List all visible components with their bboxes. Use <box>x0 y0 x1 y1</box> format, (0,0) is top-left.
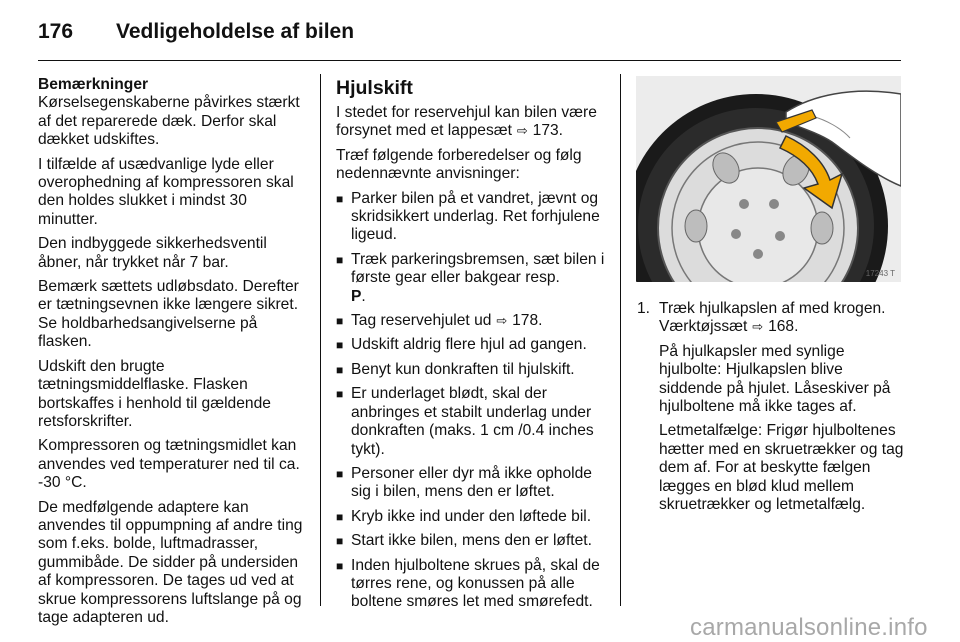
page-header <box>38 20 354 50</box>
page-number: 176 <box>38 20 74 43</box>
note-paragraph: Kørselsegenskaberne påvirkes stærkt af det reparerede dæk. Derfor skal dækket udskiftes. <box>38 94 300 149</box>
bullet-icon: ■ <box>336 558 344 573</box>
section-heading: Hjulskift <box>336 77 413 99</box>
wheel-illustration-svg <box>636 76 901 282</box>
chapter-title: Vedligeholdelse af bilen <box>116 20 355 43</box>
bullet-icon: ■ <box>336 387 344 402</box>
wheel-change-column <box>336 76 608 618</box>
list-item: ■ Er underlaget blødt, skal der anbringes et stabilt underlag under donkraften (maks. 1 cm /0.4 inches tykt). <box>336 385 594 458</box>
steps-list <box>637 300 905 514</box>
list-item: ■ Parker bilen på et vandret, jævnt og skridsikkert underlag. Ret forhjulene ligeud. <box>336 189 600 244</box>
intro-text: I stedet for reservehjul kan bilen være forsynet med et lappesæt <box>336 104 597 140</box>
list-item: ■ Kryb ikke ind under den løftede bil. <box>336 507 592 525</box>
watermark: carmanualsonline.info <box>690 614 928 641</box>
bullet-icon: ■ <box>336 466 344 481</box>
bullet-icon: ■ <box>336 314 344 329</box>
page-reference-arrow-icon: ⇨ <box>496 313 508 329</box>
step-item <box>637 300 905 514</box>
figure-id: 17243 T <box>865 269 895 278</box>
bullet-icon: ■ <box>336 191 344 206</box>
column-divider-left <box>320 74 321 606</box>
preparation-paragraph: Træf følgende forberedelser og følg nedennævnte anvisninger: <box>336 146 582 183</box>
steps-column <box>637 300 905 520</box>
step-paragraph: Letmetalfælge: Frigør hjulboltenes hætter med en skruetrækker og tag dem af. For at beskytte fælgen lægges en blød klud mellem skruetrækker og letmetalfælg. <box>659 422 904 514</box>
bullet-icon: ■ <box>336 252 344 267</box>
page-reference[interactable]: 168. <box>768 318 799 336</box>
notes-heading: Bemærkninger <box>38 76 149 93</box>
page-reference[interactable]: 173. <box>532 122 564 140</box>
note-paragraph: I tilfælde af usædvanlige lyde eller overophedning af kompressoren skal den holdes slukket i mindst 30 minutter. <box>38 155 294 228</box>
note-paragraph: Udskift den brugte tætningsmiddelflaske. Flasken bortskaffes i henhold til gældende retsforskrifter. <box>38 357 271 430</box>
note-paragraph: Den indbyggede sikkerhedsventil åbner, når trykket når 7 bar. <box>38 235 267 271</box>
list-item: ■ Personer eller dyr må ikke opholde sig i bilen, mens den er løftet. <box>336 464 592 501</box>
preparation-list <box>336 190 608 612</box>
bullet-icon: ■ <box>336 534 344 549</box>
gear-position: P <box>351 287 362 305</box>
note-paragraph: De medfølgende adaptere kan anvendes til oppumpning af andre ting som f.eks. bolde, luftmadrasser, gummibåde. De sidder på undersiden af kompressoren. De tages ud ved at skrue kompressorens luftslange på og tage adapteren ud. <box>38 498 303 626</box>
step-paragraph: På hjulkapsler med synlige hjulbolte: Hjulkapslen blive siddende på hjulet. Låseskiver på hjulboltene må ikke tages af. <box>659 342 891 416</box>
intro-paragraph <box>336 104 608 141</box>
notes-column <box>38 76 306 633</box>
note-paragraph: Kompressoren og tætningsmidlet kan anvendes ved temperaturer ned til ca. -30 °C. <box>38 437 300 492</box>
bullet-icon: ■ <box>336 362 344 377</box>
list-item: ■ Benyt kun donkraften til hjulskift. <box>336 360 575 378</box>
page-reference-arrow-icon: ⇨ <box>516 123 528 139</box>
step-text: Træk hjulkapslen af med krogen. Værktøjssæt ⇨ 168. <box>659 300 886 336</box>
page-reference[interactable]: 178. <box>512 312 543 330</box>
list-item: ■ Inden hjulboltene skrues på, skal de tørres rene, og konussen på alle boltene smøres let med smørefedt. <box>336 556 600 611</box>
list-item: ■ Start ikke bilen, mens den er løftet. <box>336 532 592 550</box>
list-item: ■ Tag reservehjulet ud ⇨ 178. <box>336 312 543 330</box>
note-paragraph: Bemærk sættets udløbsdato. Derefter er tætningsevnen ikke længere sikret. Se holdbarhedsangivelserne på flasken. <box>38 278 299 351</box>
step-number: 1. <box>637 300 651 317</box>
column-divider-right <box>620 74 621 606</box>
header-divider <box>38 60 901 61</box>
page-reference-arrow-icon: ⇨ <box>752 319 764 335</box>
hubcap-removal-illustration <box>636 76 901 282</box>
list-item: ■ Træk parkeringsbremsen, sæt bilen i første gear eller bakgear resp. P. <box>336 250 605 305</box>
list-item: ■ Udskift aldrig flere hjul ad gangen. <box>336 336 587 354</box>
bullet-icon: ■ <box>336 509 344 524</box>
bullet-icon: ■ <box>336 338 344 353</box>
